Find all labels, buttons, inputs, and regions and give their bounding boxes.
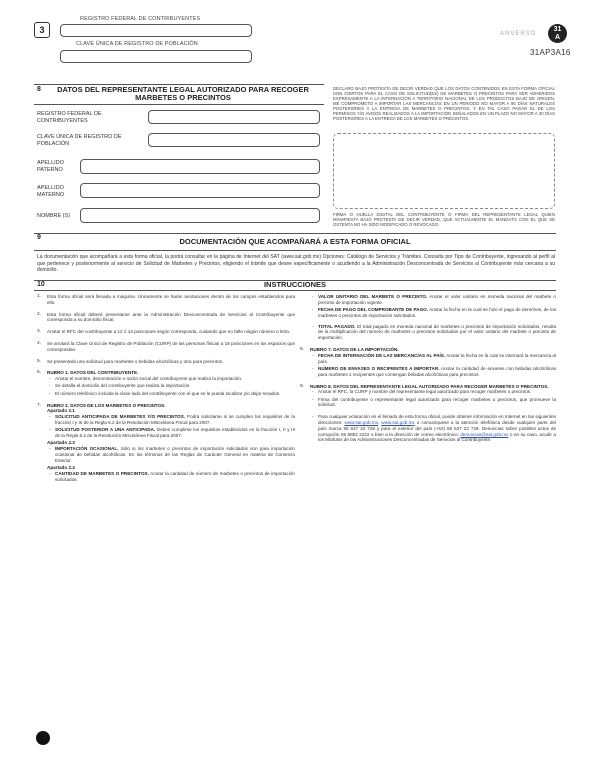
instruction-7: 7. RUBRO 2. DATOS DE LOS MARBETES O PRECINTOS. Apartado 2.1 - SOLICITUD ANTICIPADA DE MARBETES Y/O PRECINTOS. Podrá solicitarse si se cumplen los requisitos de la fracción I y III de la Regla 6.2 de la Resolución Miscelánea Fiscal para 2007. - SOLICITUD POSTERIOR A UNA ANTICIPADA. Deben cumplirse los requisitos establecidos en la fracción I, II y III de la Regla 6.2 de la Resolución Miscelánea Fiscal para 2007. Apartado 2.3 - IMPORTACIÓN OCASIONAL. Sólo si los marbetes o precintos de importación solicitados son para importación ocasional de bebidas alcohólicas. En los términos de las Reglas de Carácter General en materia de Comercio Exterior. Apartado 2.4 - CANTIDAD DE MARBETES O PRECINTOS. Anotar la cantidad de número de marbetes o precintos de importación solicitados. [37,403,295,483]
instruction-7-cont: - VALOR UNITARIO DEL MARBETE O PRECINTO. Anotar el valor unitario en moneda nacional del marbete o precinto de importación vigente. - FECHA DE PAGO DEL COMPROBANTE DE PAGO. Anotar la fecha en la cual se hizo el pago de derechos, de los marbetes o precintos de importación solicitados. - TOTAL PAGADO. El total pagado en moneda nacional de marbetes o precintos de importación solicitados, resulta de la multiplicación del número de marbetes o precintos solicitados por el valor unitario del marbete o precinto de importación. [300,294,556,341]
apellido-paterno-field[interactable] [80,159,320,174]
instruction-6: 6. RUBRO 1. DATOS DEL CONTRIBUYENTE. - Anotar el nombre, denominación o razón social del contribuyente que realiza la importación. - Se detalla el domicilio del contribuyente que realiza la importación. - El número telefónico incluida la clave lada del contribuyente con el que se le pueda localizar y/o dejar recados. [37,370,295,396]
instruction-3: 3. Anotar el RFC del contribuyente a 12 ó 13 posiciones según corresponda, cuidando que no falte ningún número o letra. [37,329,291,335]
instruction-9: 9. RUBRO 8. DATOS DEL REPRESENTANTE LEGAL AUTORIZADO PARA RECOGER MARBETES O PRECINTOS. - Anotar el RFC, la CURP y nombre del representante legal autorizado para recoger marbetes o precintos. - Firma del contribuyente o representante legal autorizado para recoger marbetes o precintos, que promueve la solicitud. [300,384,556,409]
anverso-label: ANVERSO [500,31,537,37]
form-code: 31AP3A16 [530,48,571,57]
section9-top-rule [34,233,556,234]
curp-field[interactable] [60,50,252,63]
curp-label: CLAVE ÚNICA DE REGISTRO DE POBLACIÓN [76,41,198,47]
nombres-field[interactable] [80,208,320,223]
rep-rfc-label: REGISTRO FEDERAL DE CONTRIBUYENTES [37,111,102,124]
declaration-text: DECLARO BAJO PROTESTA DE DECIR VERDAD QUE LOS DATOS CONTENIDOS EN ESTA FORMA OFICIAL SON CIERTOS PARA EL CASO DE SOLICITUD(ES) DE MARBETES O PRECINTOS PARA SER ADHERIDOS EXPRESAMENTE A LA INTERNACIÓN A TERRITORIO NACIONAL DE LOS PRODUCTOS BAJO DE ORIGEN, ME COMPROMETO A IMPORTAR LAS MERCANCÍAS EN UN PERIODO NO MAYOR A 90 DÍAS NATURALES POSTERIORES A LA ENTREGA DE MARBETES O PRECINTOS, Y EN TAL CASO PAGAR EL DE LOS PERMISOS Y/O AVISOS REALIZADOS A LA IMPORTACIÓN SEÑALADOS EN UN PLAZO NO MAYOR A 30 DÍAS POSTERIORES A LA ENTREGA DE LOS MARBETES O PRECINTOS. [333,86,555,121]
badge-number: 31 [553,26,562,33]
section9-text: La documentación que acompañará a esta forma oficial, la podrá consultar en la página de Internet del SAT (www.sat.gob.mx) Opciones: Catálogo de Servicios y Trámites. Consulta por Tipo de Contribuyente, ingresando al perfil al que pertenece y posteriormente al servicio de Solicitud de Marbetes y Precintos, eligiendo el trámite que desee específicamente o acudiendo a la Administración Desconcentrada de Servicios al Contribuyente más cercana a su domicilio. [37,254,555,273]
form-badge [548,24,567,43]
apellido-paterno-label: APELLIDO PATERNO [37,160,64,173]
section8-number: 8 [37,86,41,93]
registration-dot [36,731,50,745]
section10-title: INSTRUCCIONES [263,280,327,289]
instruction-5: 5. Se presentará una solicitud para marbetes o bebidas alcohólicas y otra para precintos. [37,358,224,364]
section9-number: 9 [37,234,41,241]
section8-title: DATOS DEL REPRESENTANTE LEGAL AUTORIZADO PARA RECOGER MARBETES O PRECINTOS [57,85,309,102]
section10-title-rule [34,290,556,291]
apellido-materno-field[interactable] [80,183,320,198]
sat-link-2[interactable]: www.sat.gob.mx [381,420,415,426]
rep-rfc-field[interactable] [148,110,320,124]
instruction-4: 4. Se anotará la Clave Única de Registro de Población (CURP) de las personas físicas a 18 posiciones en los espacios que correspondan. [37,340,295,352]
section9-title: DOCUMENTACIÓN QUE ACOMPAÑARÁ A ESTA FORMA OFICIAL [179,237,411,246]
section9-title-rule [34,250,556,251]
badge-letter: A [554,34,561,41]
rfc-field[interactable] [60,24,252,37]
signature-note: FIRMA O HUELLA DIGITAL DEL CONTRIBUYENTE O FIRMA DEL REPRESENTANTE LEGAL QUIEN MANIFIESTA BAJO PROTESTA DE DECIR VERDAD, QUE ACTUALMENTE EL MANDATO CON EL QUE SE OSTENTA NO HA SIDO MODIFICADO O REVOCADO. [333,212,555,227]
apellido-materno-label: APELLIDO MATERNO [37,185,65,198]
rfc-label: REGISTRO FEDERAL DE CONTRIBUYENTES [80,16,201,22]
section-number-box: 3 [34,22,50,38]
signature-box[interactable] [333,133,555,209]
section10-number: 10 [37,281,45,288]
section8-title-rule [34,104,324,105]
rep-curp-field[interactable] [148,133,320,147]
instruction-1: 1. Esta forma oficial será llenada a máquina. Únicamente se harán anotaciones dentro de los campos establecidos para ello. [37,294,295,305]
instruction-10: - Para cualquier aclaración en el llenado de esta forma oficial, puede obtener información en Internet en las siguientes direcciones: www.sat.gob.mx, www.sat.gob.mx o comuníquese a la atención telefónica desde cualquier parte del país marca 55 627 22 728 y para el exterior del país (+52) 55 627 22 728. Denuncias sobre posibles actos de corrupción 55 8852 2222 o bien a la dirección de correo electrónico: denuncias@sat.gob.mx o en su caso, acudir a los Módulos de las Administraciones Desconcentradas de Servicios al Contribuyente. [300,414,556,443]
instructions-left-column [37,294,295,488]
denuncias-email-link[interactable]: denuncias@sat.gob.mx [460,431,509,437]
instruction-2: 2. Esta forma oficial deberá presentarse ante la Administración Desconcentrada de Servicios al Contribuyente que corresponda a su domicilio fiscal. [37,311,295,323]
instruction-8: 8. RUBRO 7. DATOS DE LA IMPORTACIÓN. - FECHA DE INTERNACIÓN DE LAS MERCANCÍAS AL PAÍS. Anotar la fecha en la cual se internará la mercancía al país. - NÚMERO DE ENVASES O RECIPIENTES A IMPORTAR. Anotar la cantidad de envases con bebidas alcohólicas para marbetes o recipientes que contengan bebidas alcohólicas para precintos. [300,347,556,377]
rep-curp-label: CLAVE ÚNICA DE REGISTRO DE POBLACIÓN [37,134,122,147]
nombres-label: NOMBRE (S) [37,213,70,219]
sat-link-1[interactable]: www.sat.gob.mx [344,420,378,426]
instructions-right-column [300,294,556,449]
